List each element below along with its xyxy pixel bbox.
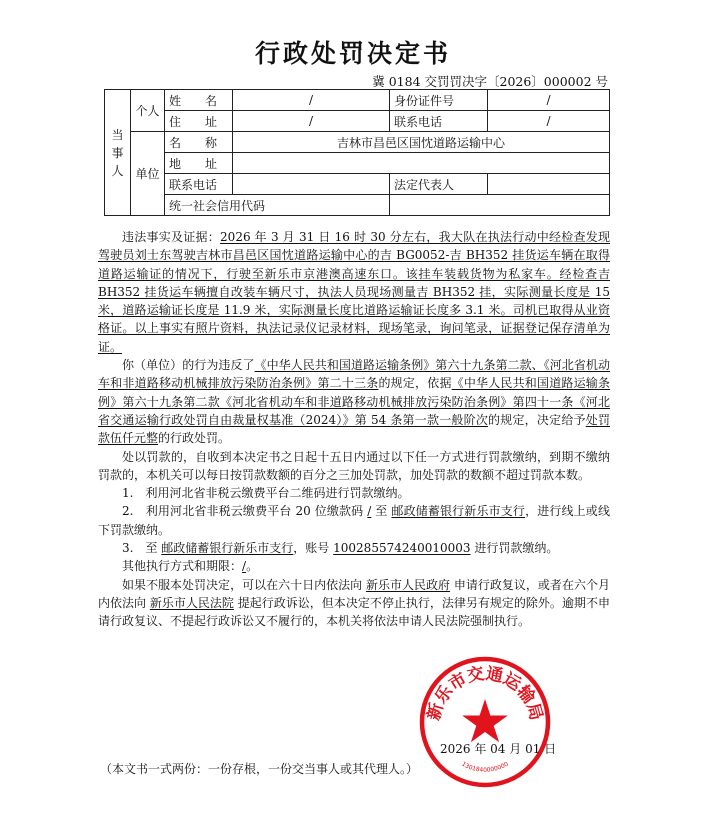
- legal-rep-value: [488, 174, 610, 195]
- unit-address-label: 地 址: [165, 153, 233, 174]
- appeal-paragraph: [98, 576, 610, 631]
- violation-text-2: 的规定，依据: [378, 376, 452, 391]
- seal-number: 1301840000000: [460, 760, 510, 774]
- address-label: 住 址: [165, 111, 233, 132]
- violation-text-3: 的规定，决定给予: [488, 412, 586, 427]
- unit-label: 单位: [131, 132, 165, 216]
- id-value: /: [488, 90, 610, 111]
- unit-address-value: [233, 153, 610, 174]
- appeal-text-2: 申请行政复议，或者在六个月内依法向: [98, 577, 610, 610]
- party-label: 当事人: [105, 90, 131, 216]
- unit-name-value: 吉林市昌邑区国忱道路运输中心: [233, 132, 610, 153]
- legal-rep-label: 法定代表人: [390, 174, 488, 195]
- unit-phone-value: [233, 174, 390, 195]
- individual-label: 个人: [131, 90, 165, 132]
- credit-code-value: [390, 195, 610, 216]
- payment-item-2: [98, 502, 610, 539]
- payment-item-3-account-label: ，账号: [293, 541, 330, 556]
- name-label: 姓 名: [165, 90, 233, 111]
- phone-value: /: [488, 111, 610, 132]
- violation-text-1: 你（单位）的行为违反了: [122, 358, 255, 373]
- issue-date: 2026 年 04 月 01 日: [440, 742, 557, 756]
- credit-code-label: 统一社会信用代码: [165, 195, 390, 216]
- bank-account: 100285574240010003: [333, 541, 471, 556]
- payment-item-2-to: 至: [375, 504, 388, 519]
- document-number: 冀 0184 交罚罚决字〔2026〕000002 号: [372, 74, 608, 89]
- payment-item-3-text: 3. 至: [122, 541, 158, 556]
- seal-star-icon: [462, 699, 508, 742]
- appeal-court: 新乐市人民法院: [149, 595, 234, 610]
- seal-text: 新乐市交通运输局: [423, 663, 547, 723]
- footer-note: （本文书一式两份：一份存根，一份交当事人或其代理人。）: [100, 762, 419, 776]
- phone-label: 联系电话: [390, 111, 488, 132]
- document-title: 行政处罚决定书: [254, 39, 451, 68]
- appeal-text-1: 如果不服本处罚决定，可以在六十日内依法向: [122, 577, 363, 592]
- payment-item-2-end: ，进行线上或线下罚款缴纳。: [98, 504, 610, 537]
- official-seal: [418, 655, 552, 789]
- payment-item-3-end: 进行罚款缴纳。: [474, 541, 559, 556]
- party-info-table: [104, 89, 610, 216]
- payment-intro: 处以罚款的，自收到本决定书之日起十五日内通过以下任一方式进行罚款缴纳，到期不缴纳罚款的，本机关可以每日按罚款数额的百分之三加处罚款，加处罚款的数额不超过罚款本数。: [98, 449, 610, 482]
- violated-law: 《中华人民共和国道路运输条例》第六十九条第二款、《河北省机动车和非道路移动机械排放污染防治条例》第二十三条: [98, 358, 610, 391]
- document-body: [98, 228, 610, 631]
- appeal-text-3: 提起行政诉讼，但本决定不停止执行，法律另有规定的除外。逾期不申请行政复议、不提起行政诉讼又不履行的，本机关将依法申请人民法院强制执行。: [98, 595, 610, 629]
- basis-law: 《中华人民共和国道路运输条例》第六十九条第二款《河北省机动车和非道路移动机械排放污染防治条例》第四十一条《河北省交通运输行政处罚自由裁量权基准（2024）》第 54 条第一款一般阶次: [98, 376, 610, 427]
- appeal-government: 新乐市人民政府: [365, 577, 451, 592]
- payment-item-3: [98, 539, 610, 557]
- other-execution-end: 。: [246, 559, 259, 574]
- other-execution-value: /: [242, 559, 247, 574]
- unit-phone-label: 联系电话: [165, 174, 233, 195]
- id-label: 身份证件号: [390, 90, 488, 111]
- violation-text-4: 的行政处罚。: [158, 431, 231, 446]
- payment-code: /: [367, 504, 372, 519]
- payment-item-2-text: 2. 利用河北省非税云缴费平台 20 位缴款码: [122, 504, 364, 519]
- violation-paragraph: [98, 356, 610, 447]
- facts-paragraph: [98, 228, 610, 356]
- other-execution: [98, 557, 610, 575]
- payment-item-1: 1. 利用河北省非税云缴费平台二维码进行罚款缴纳。: [122, 486, 410, 501]
- facts-text: 2026 年 3 月 31 日 16 时 30 分左右，我大队在执法行动中经检查发现驾驶员刘士东驾驶吉林市昌邑区国忱道路运输中心的吉 BG0052-吉 BH352 挂货运车辆在取得道路运输证的情况下，行驶至新乐市京港澳高速东口。该挂车装载货物为私家车。经检查吉 BH352 挂货运车辆擅自改装车辆尺寸，执法人员现场测量吉 BH352 挂，实际测量长度是 15 米，道路运输证长度是 11.9 米，实际测量长度比道路运输证长度多 3.1 米。司机已取得从业资格证。以上事实有照片资料，执法记录仪记录材料，现场笔录，询问笔录，证据登记保存清单为证。: [98, 230, 610, 354]
- payment-bank-2: 邮政储蓄银行新乐市支行: [161, 541, 294, 556]
- unit-name-label: 名 称: [165, 132, 233, 153]
- other-execution-label: 其他执行方式和期限：: [122, 559, 243, 574]
- payment-bank-1: 邮政储蓄银行新乐市支行: [391, 504, 526, 519]
- penalty-decision: 处罚款伍仟元整: [98, 412, 610, 446]
- address-value: /: [233, 111, 390, 132]
- facts-lead: 违法事实及证据：: [122, 230, 221, 244]
- name-value: /: [233, 90, 390, 111]
